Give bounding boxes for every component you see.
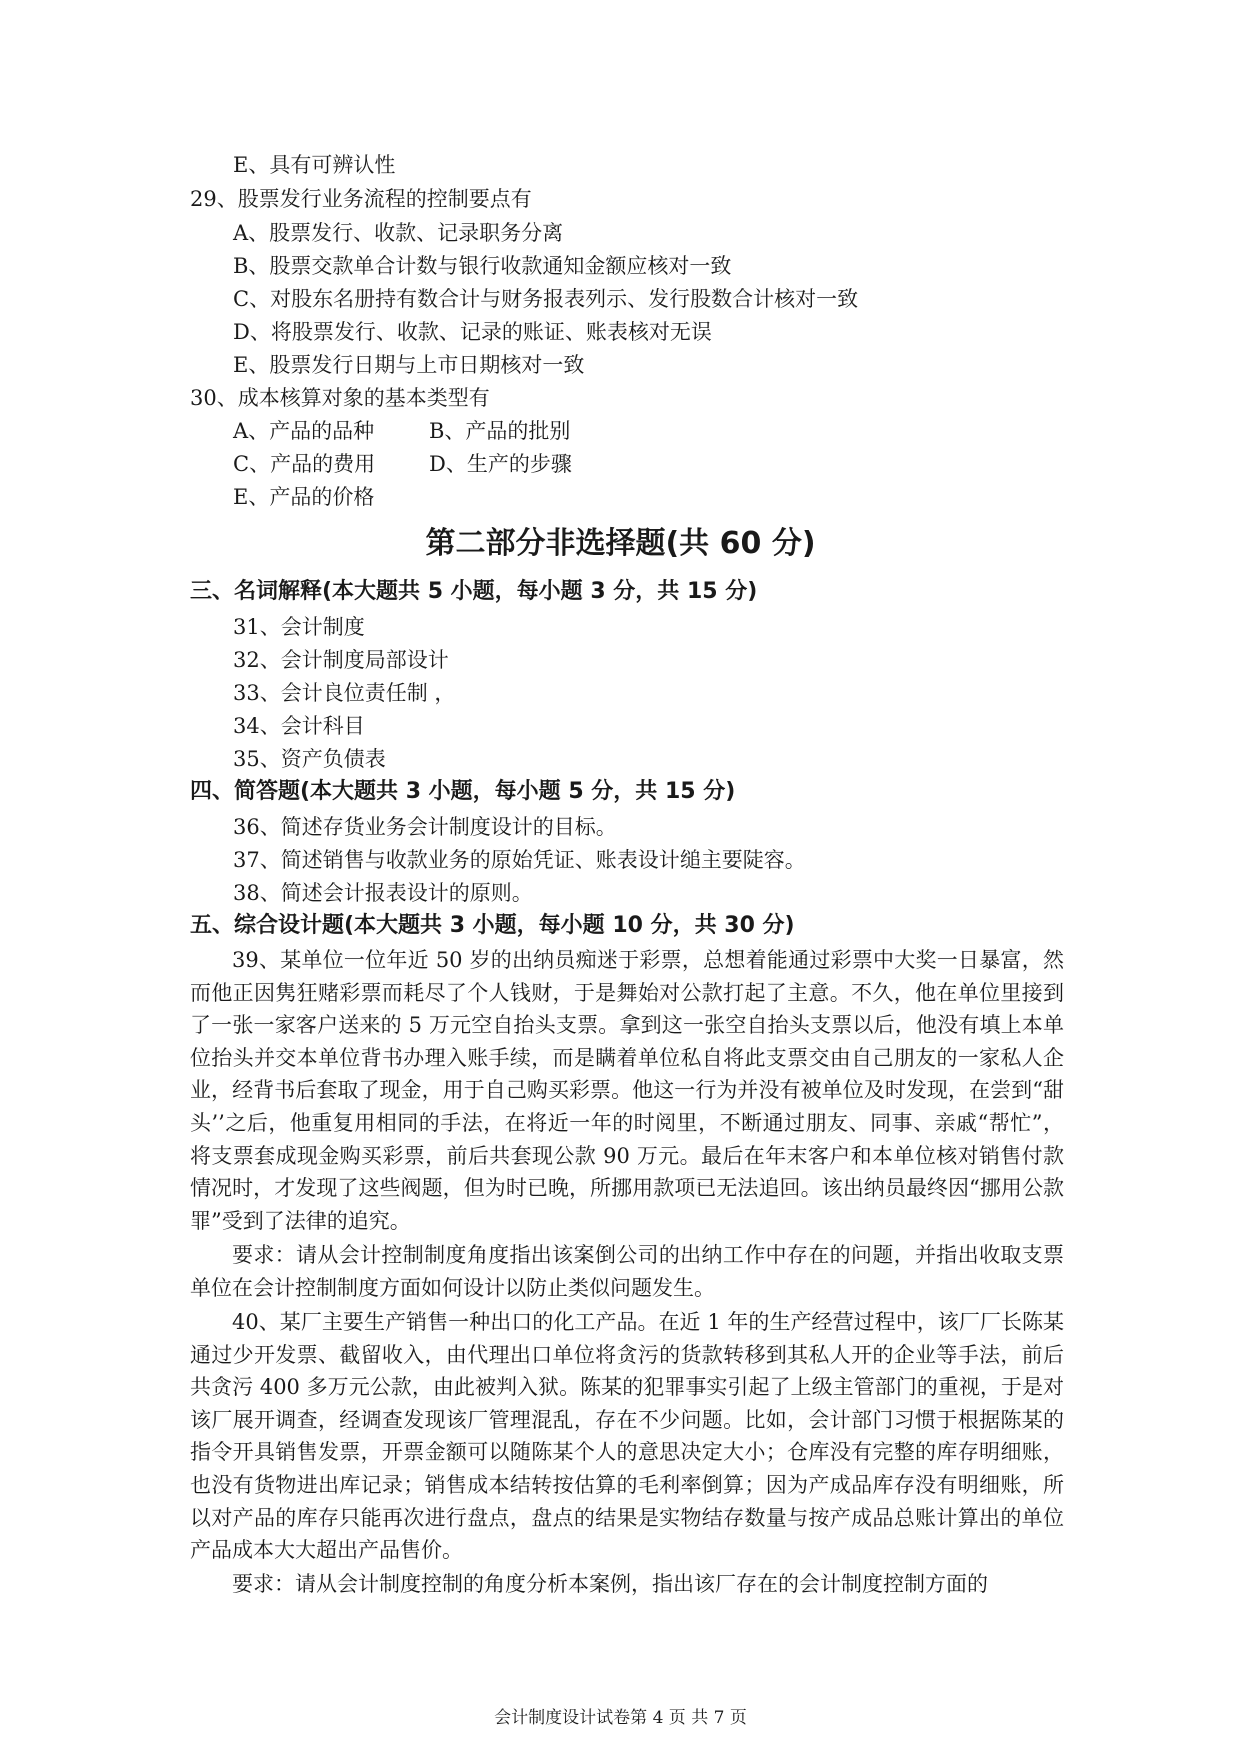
section3-heading: 三、名词解释(本大题共 5 小题，每小题 3 分，共 15 分) [190, 579, 758, 604]
q30-option-a: A、产品的品种 [233, 419, 375, 443]
section3-item: 34、会计科目 [233, 714, 365, 738]
section4-item: 36、简述存货业务会计制度设计的目标。 [233, 815, 617, 839]
section4-item: 38、简述会计报表设计的原则。 [233, 881, 533, 905]
q30-option-e: E、产品的价格 [233, 485, 375, 509]
q29-option-a: A、股票发行、收款、记录职务分离 [233, 221, 564, 245]
q30-stem: 30、成本核算对象的基本类型有 [190, 386, 490, 410]
q39-paragraph: 39、某单位一位年近 50 岁的出纳员痴迷于彩票，总想着能通过彩票中大奖一日暴富，然而他正因隽狂赌彩票而耗尽了个人钱财，于是舞始对公款打起了主意。不久，他在单位里接到了一张一家客户送来的 5 万元空自抬头支票。拿到这一张空自抬头支票以后，他没有填上本单位抬头并交本单位背书办理入账手续，而是瞒着单位私自将此支票交由自己朋友的一家私人企业，经背书后套取了现金，用于自己购买彩票。他这一行为并没有被单位及时发现，在尝到“甜头’’之后，他重复用相同的手法，在将近一年的时阅里，不断通过朋友、同事、亲戚“帮忙”，将支票套成现金购买彩票，前后共套现公款 90 万元。最后在年末客户和本单位核对销售付款情况时，才发现了这些阀题，但为时已晚，所挪用款项已无法追回。该出纳员最终因“挪用公款罪”受到了法律的追究。 [190, 948, 1064, 1233]
q39-requirement: 要求：请从会计控制制度角度指出该案倒公司的出纳工作中存在的问题，并指出收取支票单位在会计控制制度方面如何设计以防止类似问题发生。 [190, 1243, 1064, 1300]
q30-options-cd [233, 449, 572, 479]
q29-option-b: B、股票交款单合计数与银行收款通知金额应核对一致 [233, 254, 732, 278]
section5-heading: 五、综合设计题(本大题共 3 小题，每小题 10 分，共 30 分) [190, 913, 795, 938]
q30-option-d: D、生产的步骤 [429, 452, 572, 476]
page-footer: 会计制度设计试卷第 4 页 共 7 页 [494, 1708, 747, 1728]
q29-option-d: D、将股票发行、收款、记录的账证、账表核对无误 [233, 320, 712, 344]
section3-item: 32、会计制度局部设计 [233, 648, 449, 672]
q30-options-ab [233, 416, 570, 446]
q29-stem: 29、股票发行业务流程的控制要点有 [190, 187, 532, 211]
section4-item: 37、简述销售与收款业务的原始凭证、账表设计缒主要陡容。 [233, 848, 806, 872]
q40-requirement: 要求：请从会计制度控制的角度分析本案例，指出该厂存在的会计制度控制方面的 [232, 1572, 988, 1596]
q30-option-c: C、产品的费用 [233, 452, 376, 476]
section4-heading: 四、简答题(本大题共 3 小题，每小题 5 分，共 15 分) [190, 779, 736, 804]
part-title: 第二部分非选择题(共 60 分) [425, 526, 816, 561]
q28-option-e: E、具有可辨认性 [233, 153, 396, 177]
q30-option-b: B、产品的批别 [429, 419, 571, 443]
q40-paragraph: 40、某厂主要生产销售一种出口的化工产品。在近 1 年的生产经营过程中，该厂厂长陈某通过少开发票、截留收入，由代理出口单位将贪污的货款转移到其私人开的企业等手法，前后共贪污 400 多万元公款，由此被判入狱。陈某的犯罪事实引起了上级主管部门的重视，于是对该厂展开调查，经调查发现该厂管理混乱，存在不少问题。比如，会计部门习惯于根据陈某的指令开具销售发票，开票金额可以随陈某个人的意思决定大小；仓库没有完整的库存明细账，也没有货物进出库记录；销售成本结转按估算的毛利率倒算；因为产成品库存没有明细账，所以对产品的库存只能再次进行盘点，盘点的结果是实物结存数量与按产成品总账计算出的单位产品成本大大超出产品售价。 [190, 1310, 1064, 1563]
q29-option-c: C、对股东名册持有数合计与财务报表列示、发行股数合计核对一致 [233, 287, 859, 311]
q29-option-e: E、股票发行日期与上市日期核对一致 [233, 353, 585, 377]
section3-item: 35、资产负债表 [233, 747, 386, 771]
section3-item: 33、会计良位责任制 ， [233, 681, 456, 705]
section3-item: 31、会计制度 [233, 615, 365, 639]
